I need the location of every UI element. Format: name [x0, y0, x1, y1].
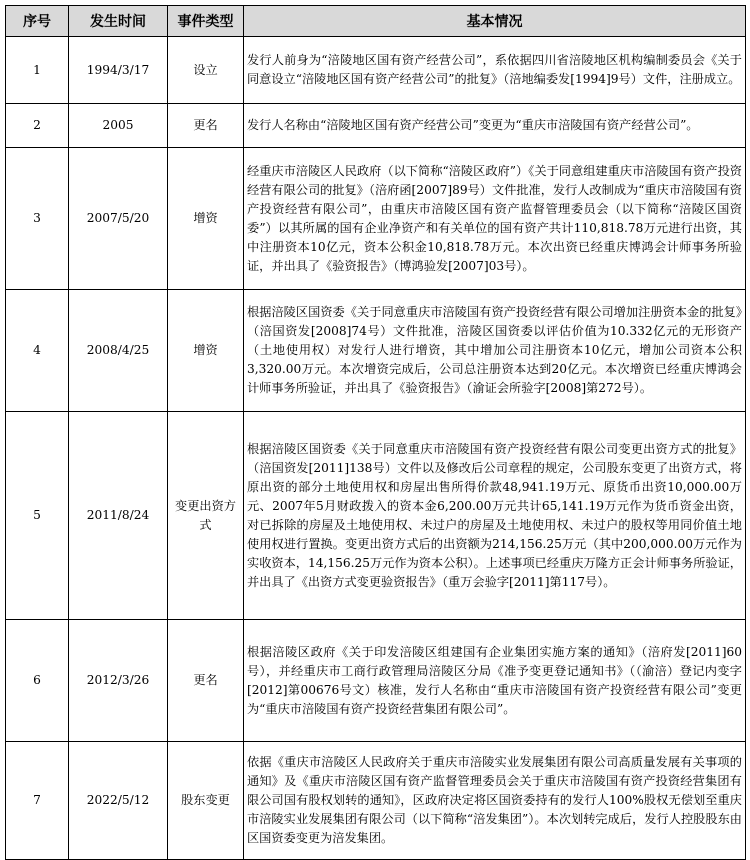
table-row — [6, 290, 746, 412]
cell-desc: 根据涪陵区国资委《关于同意重庆市涪陵国有资产投资经营有限公司增加注册资本金的批复》（涪国资发[2008]74号）文件批准，涪陵区国资委以评估价值为10.332亿元的无形资产（土地使用权）对发行人进行增资，其中增加公司注册资本10亿元，增加公司资本公积3,320.00万元。本次增资完成后，公司总注册资本达到20亿元。本次增资已经重庆博鸿会计师事务所验证，并出具了《验资报告》（渝证会所验字[2008]第272号）。 — [244, 290, 746, 412]
cell-no: 3 — [6, 148, 69, 290]
cell-date: 2012/3/26 — [69, 620, 168, 742]
cell-no: 4 — [6, 290, 69, 412]
cell-date: 2007/5/20 — [69, 148, 168, 290]
cell-date: 2011/8/24 — [69, 412, 168, 620]
history-table — [5, 5, 746, 860]
cell-type: 增资 — [168, 290, 244, 412]
cell-date: 2008/4/25 — [69, 290, 168, 412]
cell-desc: 发行人前身为“涪陵地区国有资产经营公司”，系依据四川省涪陵地区机构编制委员会《关于同意设立“涪陵地区国有资产经营公司”的批复》（涪地编委发[1994]9号）文件，注册成立。 — [244, 37, 746, 104]
cell-type: 更名 — [168, 104, 244, 148]
cell-type: 更名 — [168, 620, 244, 742]
cell-desc: 发行人名称由“涪陵地区国有资产经营公司”变更为“重庆市涪陵国有资产经营公司”。 — [244, 104, 746, 148]
cell-date: 2022/5/12 — [69, 742, 168, 860]
table-row — [6, 412, 746, 620]
header-desc: 基本情况 — [244, 6, 746, 37]
header-type: 事件类型 — [168, 6, 244, 37]
table-row — [6, 37, 746, 104]
cell-type: 设立 — [168, 37, 244, 104]
cell-type: 增资 — [168, 148, 244, 290]
cell-desc: 依据《重庆市涪陵区人民政府关于重庆市涪陵实业发展集团有限公司高质量发展有关事项的通知》及《重庆市涪陵区国有资产监督管理委员会关于重庆市涪陵国有资产投资经营集团有限公司国有股权划转的通知》，区政府决定将区国资委持有的发行人100%股权无偿划至重庆市涪陵实业发展集团有限公司（以下简称“涪发集团”）。本次划转完成后，发行人控股股东由区国资委变更为涪发集团。 — [244, 742, 746, 860]
cell-no: 5 — [6, 412, 69, 620]
cell-no: 6 — [6, 620, 69, 742]
header-date: 发生时间 — [69, 6, 168, 37]
table-row — [6, 742, 746, 860]
cell-type: 变更出资方式 — [168, 412, 244, 620]
cell-date: 2005 — [69, 104, 168, 148]
table-row — [6, 104, 746, 148]
cell-no: 7 — [6, 742, 69, 860]
cell-date: 1994/3/17 — [69, 37, 168, 104]
cell-no: 1 — [6, 37, 69, 104]
header-no: 序号 — [6, 6, 69, 37]
cell-desc: 根据涪陵区政府《关于印发涪陵区组建国有企业集团实施方案的通知》（涪府发[2011]60号），并经重庆市工商行政管理局涪陵区分局《准予变更登记通知书》（（渝涪）登记内变字[2012]第00676号文）核准，发行人名称由“重庆市涪陵国有资产投资经营有限公司”变更为“重庆市涪陵国有资产投资经营集团有限公司”。 — [244, 620, 746, 742]
cell-desc: 经重庆市涪陵区人民政府（以下简称“涪陵区政府”）《关于同意组建重庆市涪陵国有资产投资经营有限公司的批复》（涪府函[2007]89号）文件批准，发行人改制成为“重庆市涪陵国有资产投资经营有限公司”，由重庆市涪陵区国有资产监督管理委员会（以下简称“涪陵区国资委”）以其所属的国有企业净资产和有关单位的国有资产共计110,818.78万元进行出资，其中注册资本10亿元，资本公积金10,818.78万元。本次出资已经重庆博鸿会计师事务所验证，并出具了《验资报告》（博鸿验发[2007]03号）。 — [244, 148, 746, 290]
table-header-row — [6, 6, 746, 37]
table-row — [6, 620, 746, 742]
table-row — [6, 148, 746, 290]
cell-type: 股东变更 — [168, 742, 244, 860]
cell-desc: 根据涪陵区国资委《关于同意重庆市涪陵国有资产投资经营有限公司变更出资方式的批复》（涪国资发[2011]138号）文件以及修改后公司章程的规定，公司股东变更了出资方式，将原出资的部分土地使用权和房屋出售所得价款48,941.19万元、原货币出资10,000.00万元、2007年5月财政拨入的资本金6,200.00万元共计65,141.19万元作为货币资金出资，对已拆除的房屋及土地使用权、未过户的房屋及土地使用权、未过户的股权等用同价值土地使用权进行置换。变更出资方式后的出资额为214,156.25万元（其中200,000.00万元作为实收资本，14,156.25万元作为资本公积）。上述事项已经重庆万隆方正会计师事务所验证，并出具了《出资方式变更验资报告》（重万会验字[2011]第117号）。 — [244, 412, 746, 620]
cell-no: 2 — [6, 104, 69, 148]
